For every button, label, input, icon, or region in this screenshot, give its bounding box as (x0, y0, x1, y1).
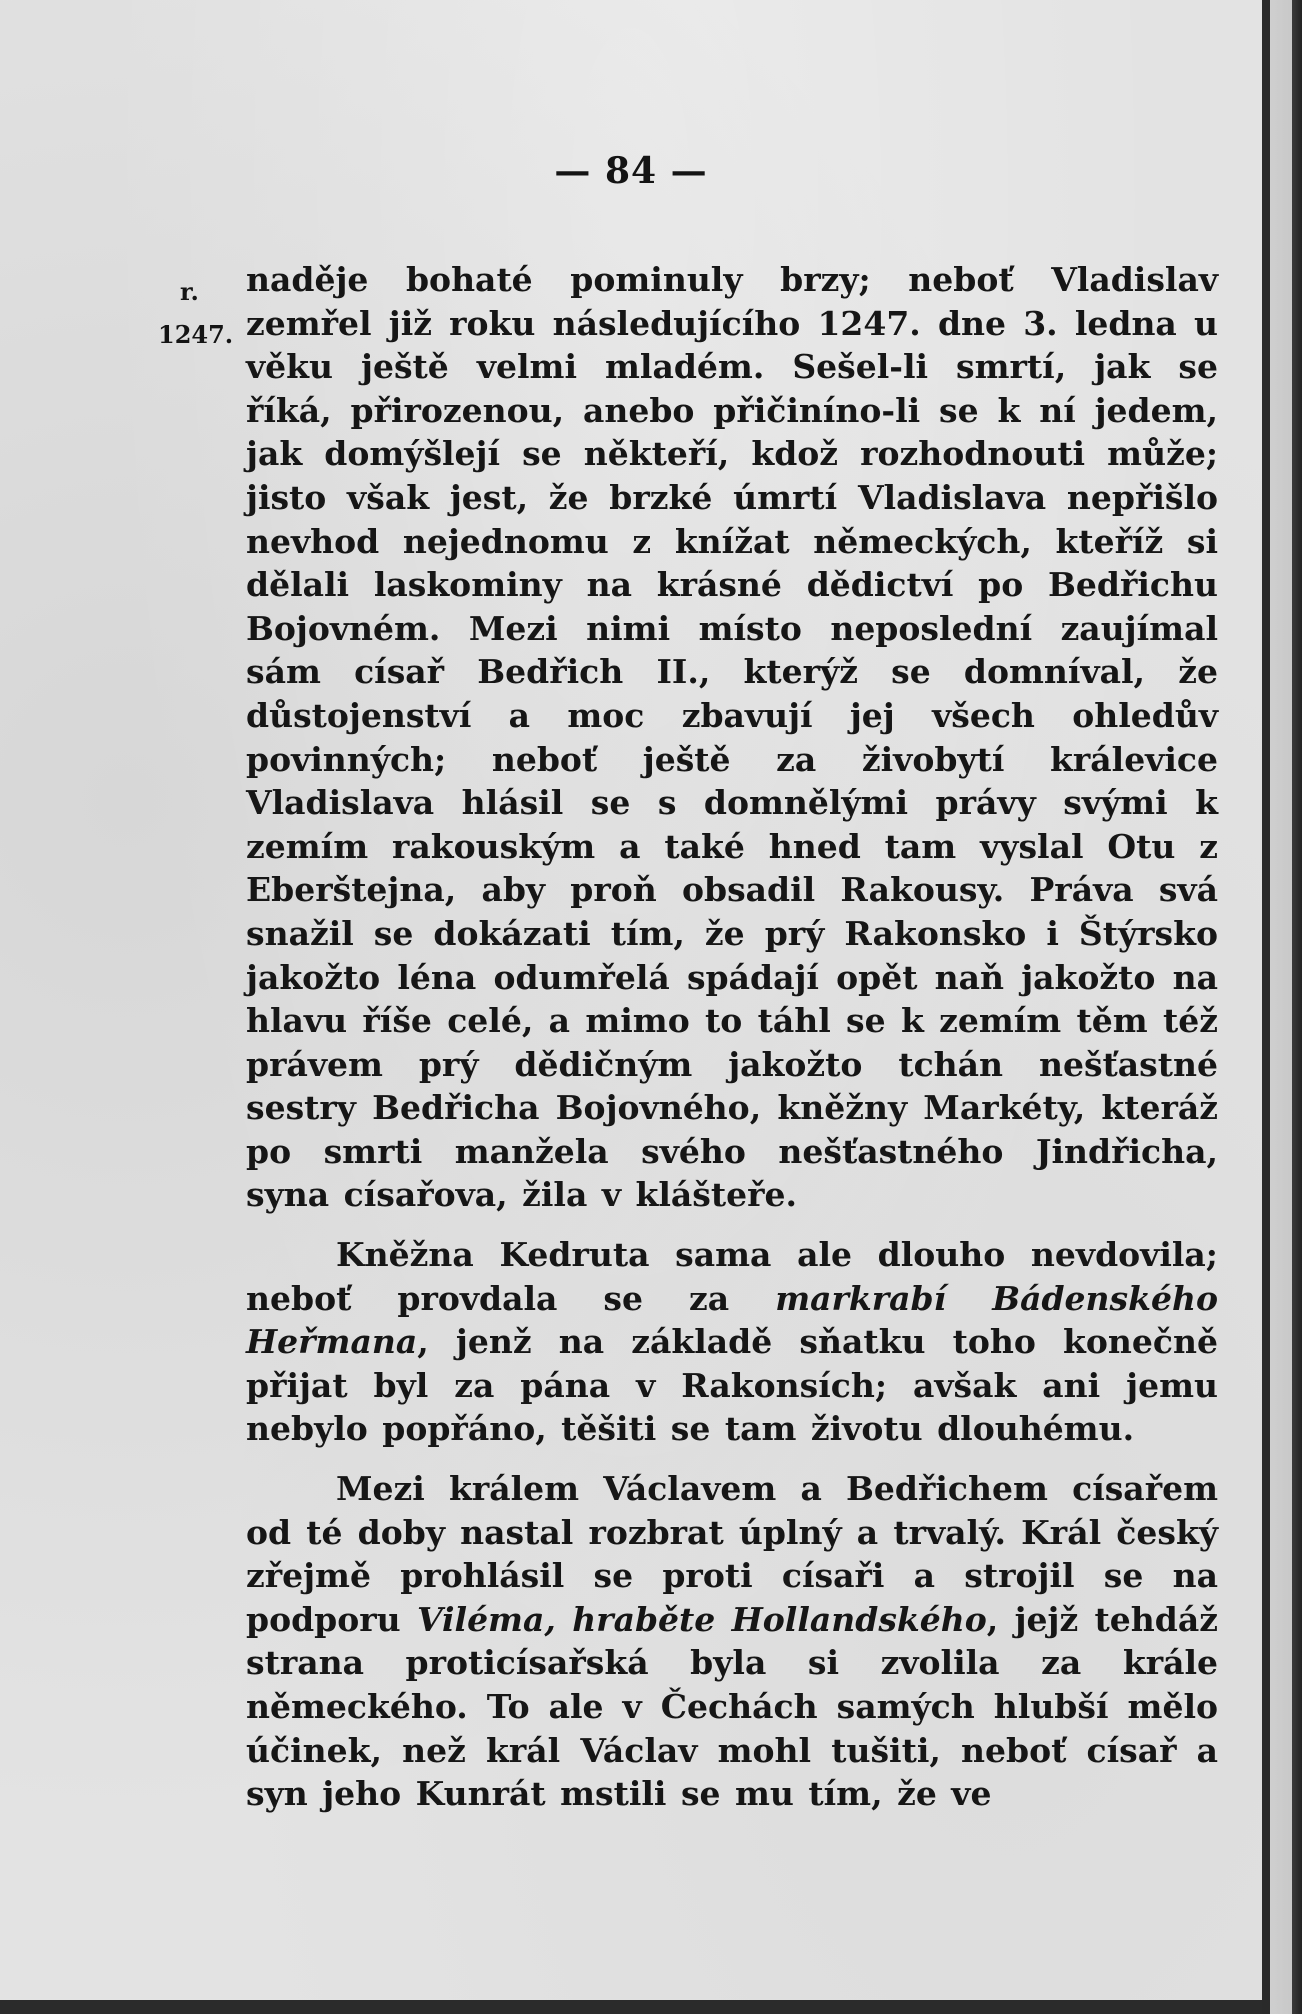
paragraph-3-italic-name: Viléma, hraběte Hollandského (416, 1599, 987, 1639)
paragraph-1 (246, 258, 1218, 1217)
paragraph-1-text: naděje bohaté pominuly brzy; neboť Vladislav zemřel již roku následujícího 1247. dne 3. ledna u věku ještě velmi mladém. Sešel-li smrtí, jak se říká, přirozenou, anebo přičiníno-li se k ní jedem, jak domýšlejí se někteří, kdož rozhodnouti může; jisto však jest, že brzké úmrtí Vladislava nepřišlo nevhod nejednomu z knížat německých, kteříž si dělali laskominy na krásné dědictví po Bedřichu Bojovném. Mezi nimi místo neposlední zaujímal sám císař Bedřich II., kterýž se domníval, že důstojenství a moc zbavují jej všech ohledův povinných; neboť ještě za živobytí králevice Vladislava hlásil se s domnělými právy svými k zemím rakouským a také hned tam vyslal Otu z Eberštejna, aby proň obsadil Rakousy. Práva svá snažil se dokázati tím, že prý Rakonsko i Štýrsko jakožto léna odumřelá spádají opět naň jakožto na hlavu říše celé, a mimo to táhl se k zemím těm též právem prý dědičným jakožto tchán nešťastné sestry Bedřicha Bojovného, kněžny Markéty, kteráž po smrti manžela svého nešťastného Jindřicha, syna císařova, žila v klášteře. (246, 260, 1218, 1215)
page-number: — 84 — (554, 150, 708, 192)
paragraph-2 (246, 1233, 1218, 1451)
scan-bottom-edge (0, 2000, 1262, 2014)
paragraph-2-text-b: , jenž na základě sňatku toho konečně přijat byl za pána v Rakonsích; avšak ani jemu nebylo popřáno, těšiti se tam životu dlouhému. (246, 1322, 1218, 1449)
paragraph-3-text-b: , jejž tehdáž strana proticísařská byla si zvolila za krále německého. To ale v Čechách samých hlubší mělo účinek, než král Václav mohl tušiti, neboť císař a syn jeho Kunrát mstili se mu tím, že ve (246, 1599, 1218, 1814)
paragraph-2-italic-name: markrabí Bádenského Heřmana (246, 1278, 1218, 1362)
body-text (246, 258, 1218, 1816)
scan-right-edge (1262, 0, 1302, 2014)
margin-year: 1247. (158, 320, 234, 349)
paragraph-3 (246, 1467, 1218, 1816)
margin-year-label: r. (180, 277, 199, 306)
paragraph-2-text-a: Kněžna Kedruta sama ale dlouho nevdovila; neboť provdala se za (246, 1235, 1218, 1318)
paragraph-3-text-a: Mezi králem Václavem a Bedřichem císařem od té doby nastal rozbrat úplný a trvalý. Král český zřejmě prohlásil se proti císaři a strojil se na podporu (246, 1469, 1218, 1639)
